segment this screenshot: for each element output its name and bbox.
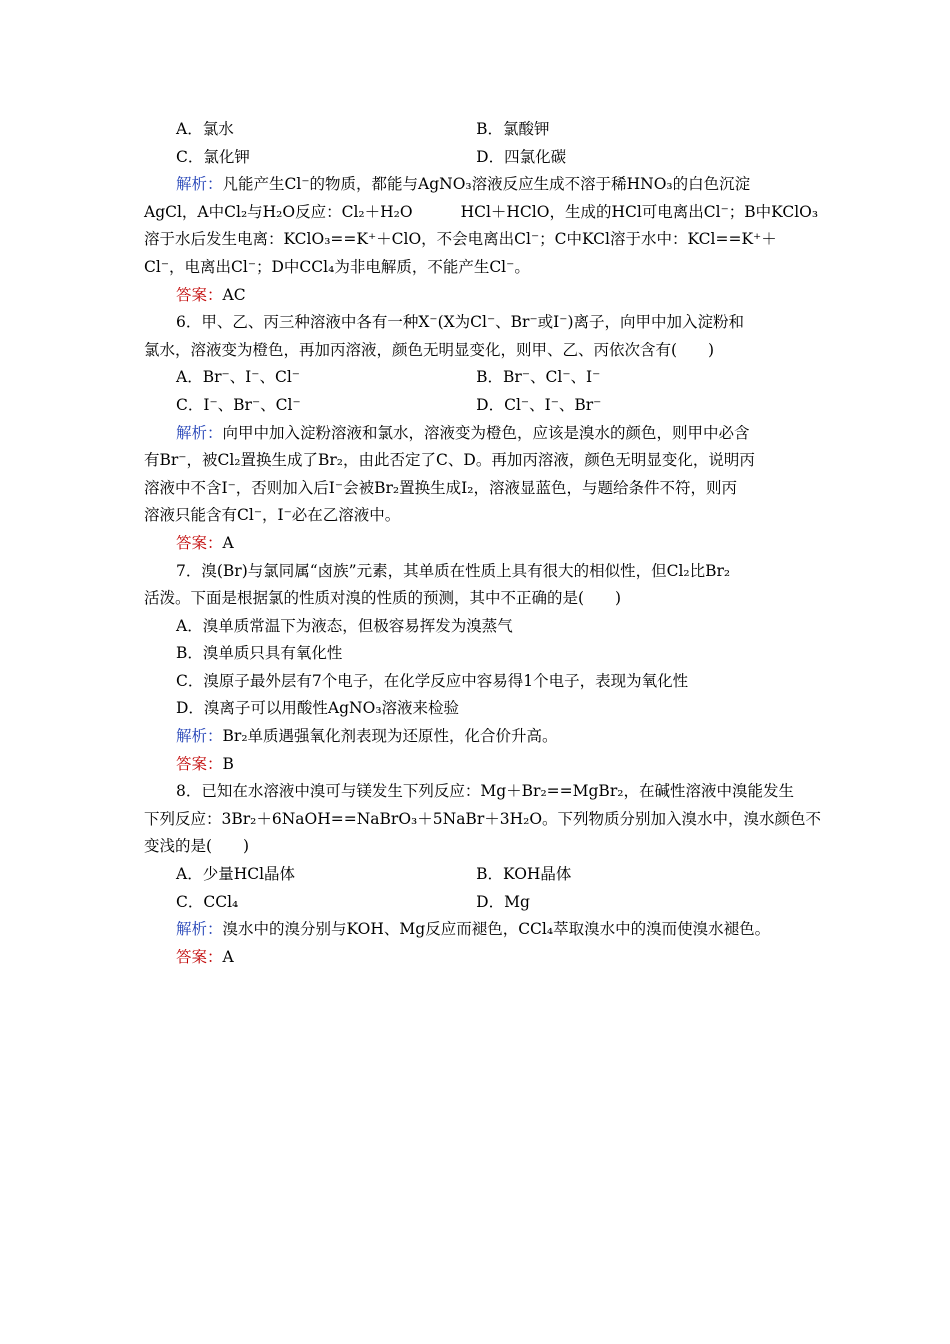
q5-analysis-line-3: 溶于水后发生电离：KClO₃==K⁺＋ClO，不会电离出Cl⁻；C中KCl溶于水中：KCl==K⁺＋: [144, 230, 777, 249]
q5-answer-value: AC: [222, 285, 246, 304]
q5-analysis-line-4: Cl⁻，电离出Cl⁻；D中CCl₄为非电解质，不能产生Cl⁻。: [144, 257, 530, 276]
q5-analysis-label: 解析：: [176, 175, 223, 194]
q7-option-d: D．溴离子可以用酸性AgNO₃溶液来检验: [176, 699, 460, 718]
q8-option-d: D．Mg: [476, 892, 530, 911]
q6-analysis-line-1: [144, 420, 808, 448]
q7-stem-line-2: 活泼。下面是根据氯的性质对溴的性质的预测，其中不正确的是( ): [144, 589, 622, 608]
q6-option-a: A．Br⁻、I⁻、Cl⁻: [176, 368, 300, 387]
q5-answer: [144, 282, 808, 310]
q8-answer: [144, 944, 808, 972]
q6-option-d: D．Cl⁻、I⁻、Br⁻: [476, 395, 602, 414]
q6-analysis-line-3: 溶液中不含I⁻，否则加入后I⁻会被Br₂置换生成I₂，溶液显蓝色，与题给条件不符，则丙: [144, 478, 737, 497]
q8-option-a: A．少量HCl晶体: [176, 865, 296, 884]
q6-option-b: B．Br⁻、Cl⁻、I⁻: [476, 368, 601, 387]
document-page: [144, 116, 822, 971]
q5-option-c: C．氯化钾: [176, 147, 250, 166]
q8-options-row-2: [144, 889, 808, 917]
q6-options-row-1: [144, 364, 808, 392]
q8-analysis-text: 溴水中的溴分别与KOH、Mg反应而褪色，CCl₄萃取溴水中的溴而使溴水褪色。: [222, 920, 771, 939]
q7-analysis-text: Br₂单质遇强氧化剂表现为还原性，化合价升高。: [222, 727, 558, 746]
q5-option-a: A．氯水: [176, 120, 234, 138]
q6-option-c: C．I⁻、Br⁻、Cl⁻: [176, 395, 301, 414]
q5-analysis-text: AgCl，A中Cl₂与H₂O反应：Cl₂＋H₂O: [144, 202, 413, 221]
q5-option-b: B．氯酸钾: [476, 120, 550, 138]
q6-analysis-line-4: 溶液只能含有Cl⁻，I⁻必在乙溶液中。: [144, 506, 401, 525]
q7-answer-value: B: [222, 754, 234, 773]
q6-answer-value: A: [222, 533, 234, 552]
q8-stem-line-3: 变浅的是( ): [144, 837, 250, 856]
q6-analysis-line-2: 有Br⁻，被Cl₂置换生成了Br₂，由此否定了C、D。再加丙溶液，颜色无明显变化，说明丙: [144, 451, 755, 470]
q7-analysis-line-1: [144, 723, 808, 751]
q6-stem-line-1: 6．甲、乙、丙三种溶液中各有一种X⁻(X为Cl⁻、Br⁻或I⁻)离子，向甲中加入淀粉和: [176, 313, 744, 332]
q8-option-b: B．KOH晶体: [476, 865, 572, 884]
q8-options-row-1: [144, 861, 808, 889]
q5-analysis-text: 凡能产生Cl⁻的物质，都能与AgNO₃溶液反应生成不溶于稀HNO₃的白色沉淀: [222, 175, 751, 194]
q6-answer-label: 答案：: [176, 533, 223, 552]
q5-analysis-text: HCl＋HClO，生成的HCl可电离出Cl⁻；B中KClO₃: [460, 202, 819, 221]
q8-answer-value: A: [222, 947, 234, 966]
q5-analysis-line-2: [144, 199, 819, 227]
q8-stem-line-1: 8．已知在水溶液中溴可与镁发生下列反应：Mg＋Br₂==MgBr₂，在碱性溶液中溴能发生: [176, 782, 794, 801]
q6-stem-line-2: 氯水，溶液变为橙色，再加丙溶液，颜色无明显变化，则甲、乙、丙依次含有( ): [144, 340, 715, 359]
q6-analysis-text: 向甲中加入淀粉溶液和氯水，溶液变为橙色，应该是溴水的颜色，则甲中必含: [222, 423, 750, 442]
q7-answer-label: 答案：: [176, 754, 223, 773]
q7-answer: [144, 751, 808, 779]
q5-options-row-1: [144, 116, 808, 144]
q5-option-d: D．四氯化碳: [476, 147, 567, 166]
q5-options-row-2: [144, 144, 808, 172]
q8-analysis-line-1: [144, 916, 808, 944]
q7-analysis-label: 解析：: [176, 727, 223, 746]
q7-stem-line-1: 7．溴(Br)与氯同属“卤族”元素，其单质在性质上具有很大的相似性，但Cl₂比Br₂: [176, 561, 731, 580]
q8-analysis-label: 解析：: [176, 920, 223, 939]
q8-answer-label: 答案：: [176, 947, 223, 966]
q6-answer: [144, 530, 808, 558]
q6-options-row-2: [144, 392, 808, 420]
q7-option-c: C．溴原子最外层有7个电子，在化学反应中容易得1个电子，表现为氧化性: [176, 671, 689, 690]
q8-option-c: C．CCl₄: [176, 892, 239, 911]
q7-option-b: B．溴单质只具有氧化性: [176, 644, 343, 663]
q8-stem-line-2: 下列反应：3Br₂＋6NaOH==NaBrO₃＋5NaBr＋3H₂O。下列物质分别加入溴水中，溴水颜色不: [144, 809, 822, 828]
q5-analysis-line-1: [144, 171, 808, 199]
q5-answer-label: 答案：: [176, 285, 223, 304]
q7-option-a: A．溴单质常温下为液态，但极容易挥发为溴蒸气: [176, 616, 513, 635]
q6-analysis-label: 解析：: [176, 423, 223, 442]
